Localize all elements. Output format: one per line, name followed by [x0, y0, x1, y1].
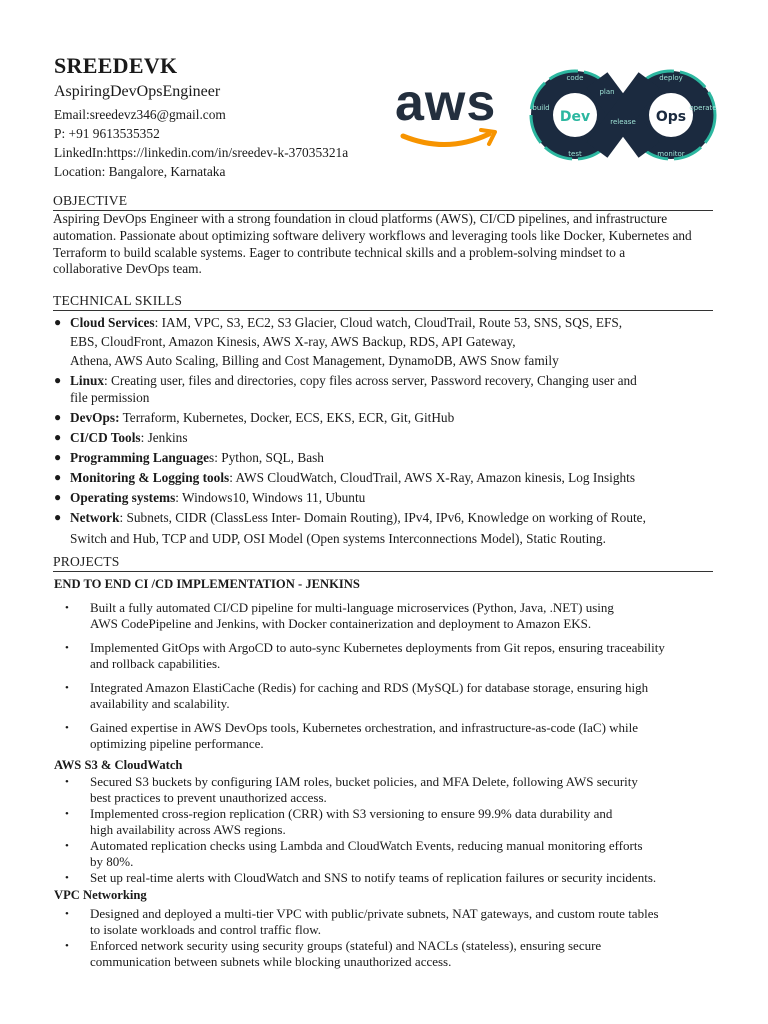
- bullet-line: Enforced network security using security groups (stateful) and NACLs (stateless), ensuring secure: [90, 938, 602, 953]
- project-title-vpc: VPC Networking: [54, 888, 147, 902]
- bullet-icon: •: [65, 642, 69, 654]
- skill-item-linux: [53, 372, 723, 406]
- candidate-name: SREEDEVK: [54, 53, 178, 78]
- skills-list: [53, 314, 723, 550]
- bullet-icon: •: [65, 722, 69, 734]
- skills-rule: [53, 310, 713, 311]
- skill-label: Programming Language: [70, 450, 210, 465]
- bullet-icon: ●: [54, 470, 62, 484]
- stage-label-build: build: [532, 104, 550, 112]
- skill-sep: :: [140, 430, 148, 445]
- objective-line: collaborative DevOps team.: [53, 261, 202, 277]
- skill-sep: :: [229, 470, 236, 485]
- stage-label-plan: plan: [599, 88, 615, 96]
- project-jenkins-list: [62, 600, 722, 752]
- bullet-line: communication between subnets while blocking unauthorized access.: [90, 954, 452, 969]
- list-item: [62, 774, 722, 806]
- stage-label-test: test: [568, 150, 582, 158]
- bullet-icon: •: [65, 872, 69, 884]
- stage-label-deploy: deploy: [659, 74, 683, 82]
- bullet-line: best practices to prevent unauthorized access.: [90, 790, 327, 805]
- project-s3-list: [62, 774, 722, 886]
- bullet-line: availability and scalability.: [90, 696, 230, 711]
- bullet-icon: •: [65, 682, 69, 694]
- skill-item-monitoring: [53, 469, 723, 486]
- skill-sep: :: [175, 490, 183, 505]
- bullet-line: Automated replication checks using Lambda and CloudWatch Events, reducing manual monitoring efforts: [90, 838, 643, 853]
- aws-logo-text: aws: [395, 74, 497, 132]
- bullet-line: AWS CodePipeline and Jenkins, with Docker containerization and deployment to Amazon EKS.: [90, 616, 592, 631]
- skill-item-network: [53, 509, 723, 547]
- skill-value: Switch and Hub, TCP and UDP, OSI Model (Open systems Interconnections Model), Static Routing.: [70, 531, 606, 546]
- stage-label-operate: operate: [689, 104, 717, 112]
- bullet-line: and rollback capabilities.: [90, 656, 221, 671]
- bullet-line: to isolate workloads and control traffic flow.: [90, 922, 322, 937]
- objective-line: Terraform to build scalable systems. Eager to contribute technical skills and a problem-solving mindset to a: [53, 244, 626, 260]
- stage-label-code: code: [566, 74, 584, 82]
- skill-sep: s:: [209, 450, 222, 465]
- bullet-icon: •: [65, 602, 69, 614]
- skills-heading: TECHNICAL SKILLS: [53, 293, 183, 308]
- list-item: [62, 720, 722, 752]
- skill-item-cicd: [53, 429, 723, 446]
- project-vpc-list: [62, 906, 722, 970]
- list-item: [62, 600, 722, 632]
- bullet-icon: ●: [54, 490, 62, 504]
- stage-label-release: release: [610, 118, 636, 126]
- projects-rule: [53, 571, 713, 572]
- skill-label: DevOps:: [70, 410, 120, 425]
- contact-email: Email:sreedevz346@gmail.com: [54, 107, 226, 122]
- skill-item-programming: [53, 449, 723, 466]
- objective-text: [53, 211, 721, 278]
- bullet-icon: •: [65, 808, 69, 820]
- objective-line: Aspiring DevOps Engineer with a strong foundation in cloud platforms (AWS), CI/CD pipelines, and infrastructure: [53, 211, 668, 226]
- contact-linkedin: LinkedIn:https://linkedin.com/in/sreedev-k-37035321a: [54, 145, 349, 160]
- devops-dev-label: Dev: [559, 109, 591, 125]
- skill-item-cloud-services: [53, 314, 723, 369]
- bullet-line: Built a fully automated CI/CD pipeline for multi-language microservices (Python, Java, .NET) using: [90, 600, 614, 615]
- list-item: [62, 806, 722, 838]
- contact-phone: P: +91 9613535352: [54, 126, 160, 141]
- list-item: [62, 870, 722, 886]
- projects-heading: PROJECTS: [53, 554, 120, 569]
- skill-value: Creating user, files and directories, copy files across server, Password recovery, Changing user and: [111, 373, 637, 388]
- devops-infinity-logo: [527, 66, 719, 164]
- list-item: [62, 906, 722, 938]
- bullet-line: high availability across AWS regions.: [90, 822, 286, 837]
- candidate-role: AspiringDevOpsEngineer: [54, 83, 221, 100]
- bullet-line: by 80%.: [90, 854, 134, 869]
- list-item: [62, 838, 722, 870]
- skill-label: Network: [70, 510, 120, 525]
- skill-label: CI/CD Tools: [70, 430, 141, 445]
- bullet-icon: ●: [54, 450, 62, 464]
- bullet-line: Implemented cross-region replication (CRR) with S3 versioning to ensure 99.9% data durability and: [90, 806, 613, 821]
- bullet-line: Implemented GitOps with ArgoCD to auto-sync Kubernetes deployments from Git repos, ensuring traceability: [90, 640, 665, 655]
- devops-ops-label: Ops: [655, 109, 687, 125]
- skill-value: Python, SQL, Bash: [221, 450, 324, 465]
- bullet-icon: ●: [54, 410, 62, 424]
- skill-label: Cloud Services: [70, 315, 155, 330]
- project-title-s3: AWS S3 & CloudWatch: [54, 758, 183, 772]
- skill-value: Athena, AWS Auto Scaling, Billing and Cost Management, DynamoDB, AWS Snow family: [70, 353, 559, 368]
- bullet-line: Set up real-time alerts with CloudWatch and SNS to notify teams of replication failures or security incidents.: [90, 870, 657, 885]
- bullet-icon: ●: [54, 315, 62, 329]
- skill-sep: :: [119, 510, 127, 525]
- objective-heading: OBJECTIVE: [53, 193, 128, 208]
- list-item: [62, 640, 722, 672]
- bullet-line: Gained expertise in AWS DevOps tools, Kubernetes orchestration, and infrastructure-as-code (IaC) while: [90, 720, 639, 735]
- list-item: [62, 938, 722, 970]
- objective-line: automation. Passionate about optimizing software delivery workflows and leveraging tools like Docker, Kubernetes and: [53, 227, 692, 243]
- bullet-icon: •: [65, 776, 69, 788]
- bullet-line: optimizing pipeline performance.: [90, 736, 264, 751]
- bullet-icon: ●: [54, 373, 62, 387]
- aws-smile-icon: [395, 124, 507, 154]
- skill-value: Windows10, Windows 11, Ubuntu: [182, 490, 366, 505]
- skill-sep: :: [104, 373, 112, 388]
- bullet-line: Integrated Amazon ElastiCache (Redis) for caching and RDS (MySQL) for database storage, ensuring high: [90, 680, 649, 695]
- bullet-icon: •: [65, 940, 69, 952]
- bullet-icon: •: [65, 908, 69, 920]
- list-item: [62, 680, 722, 712]
- skill-value: Jenkins: [147, 430, 188, 445]
- skill-value: EBS, CloudFront, Amazon Kinesis, AWS X-ray, AWS Backup, RDS, API Gateway,: [70, 334, 516, 349]
- skill-value: Subnets, CIDR (ClassLess Inter- Domain Routing), IPv4, IPv6, Knowledge on working of Route,: [126, 510, 646, 525]
- stage-label-monitor: monitor: [657, 150, 685, 158]
- skill-label: Operating systems: [70, 490, 176, 505]
- bullet-line: Secured S3 buckets by configuring IAM roles, bucket policies, and MFA Delete, following AWS security: [90, 774, 638, 789]
- bullet-icon: ●: [54, 510, 62, 524]
- skill-label: Monitoring & Logging tools: [70, 470, 230, 485]
- skill-label: Linux: [70, 373, 105, 388]
- bullet-line: Designed and deployed a multi-tier VPC with public/private subnets, NAT gateways, and custom route tables: [90, 906, 659, 921]
- bullet-icon: ●: [54, 430, 62, 444]
- skill-value: IAM, VPC, S3, EC2, S3 Glacier, Cloud watch, CloudTrail, Route 53, SNS, SQS, EFS,: [161, 315, 623, 330]
- project-title-jenkins: END TO END CI /CD IMPLEMENTATION - JENKINS: [54, 577, 360, 591]
- skill-sep: :: [154, 315, 162, 330]
- skill-value: Terraform, Kubernetes, Docker, ECS, EKS, ECR, Git, GitHub: [122, 410, 455, 425]
- skill-item-devops: [53, 409, 723, 426]
- skill-value: AWS CloudWatch, CloudTrail, AWS X-Ray, Amazon kinesis, Log Insights: [235, 470, 636, 485]
- bullet-icon: •: [65, 840, 69, 852]
- skill-item-os: [53, 489, 723, 506]
- aws-logo: [395, 74, 507, 158]
- skill-value: file permission: [70, 390, 150, 405]
- contact-location: Location: Bangalore, Karnataka: [54, 164, 226, 179]
